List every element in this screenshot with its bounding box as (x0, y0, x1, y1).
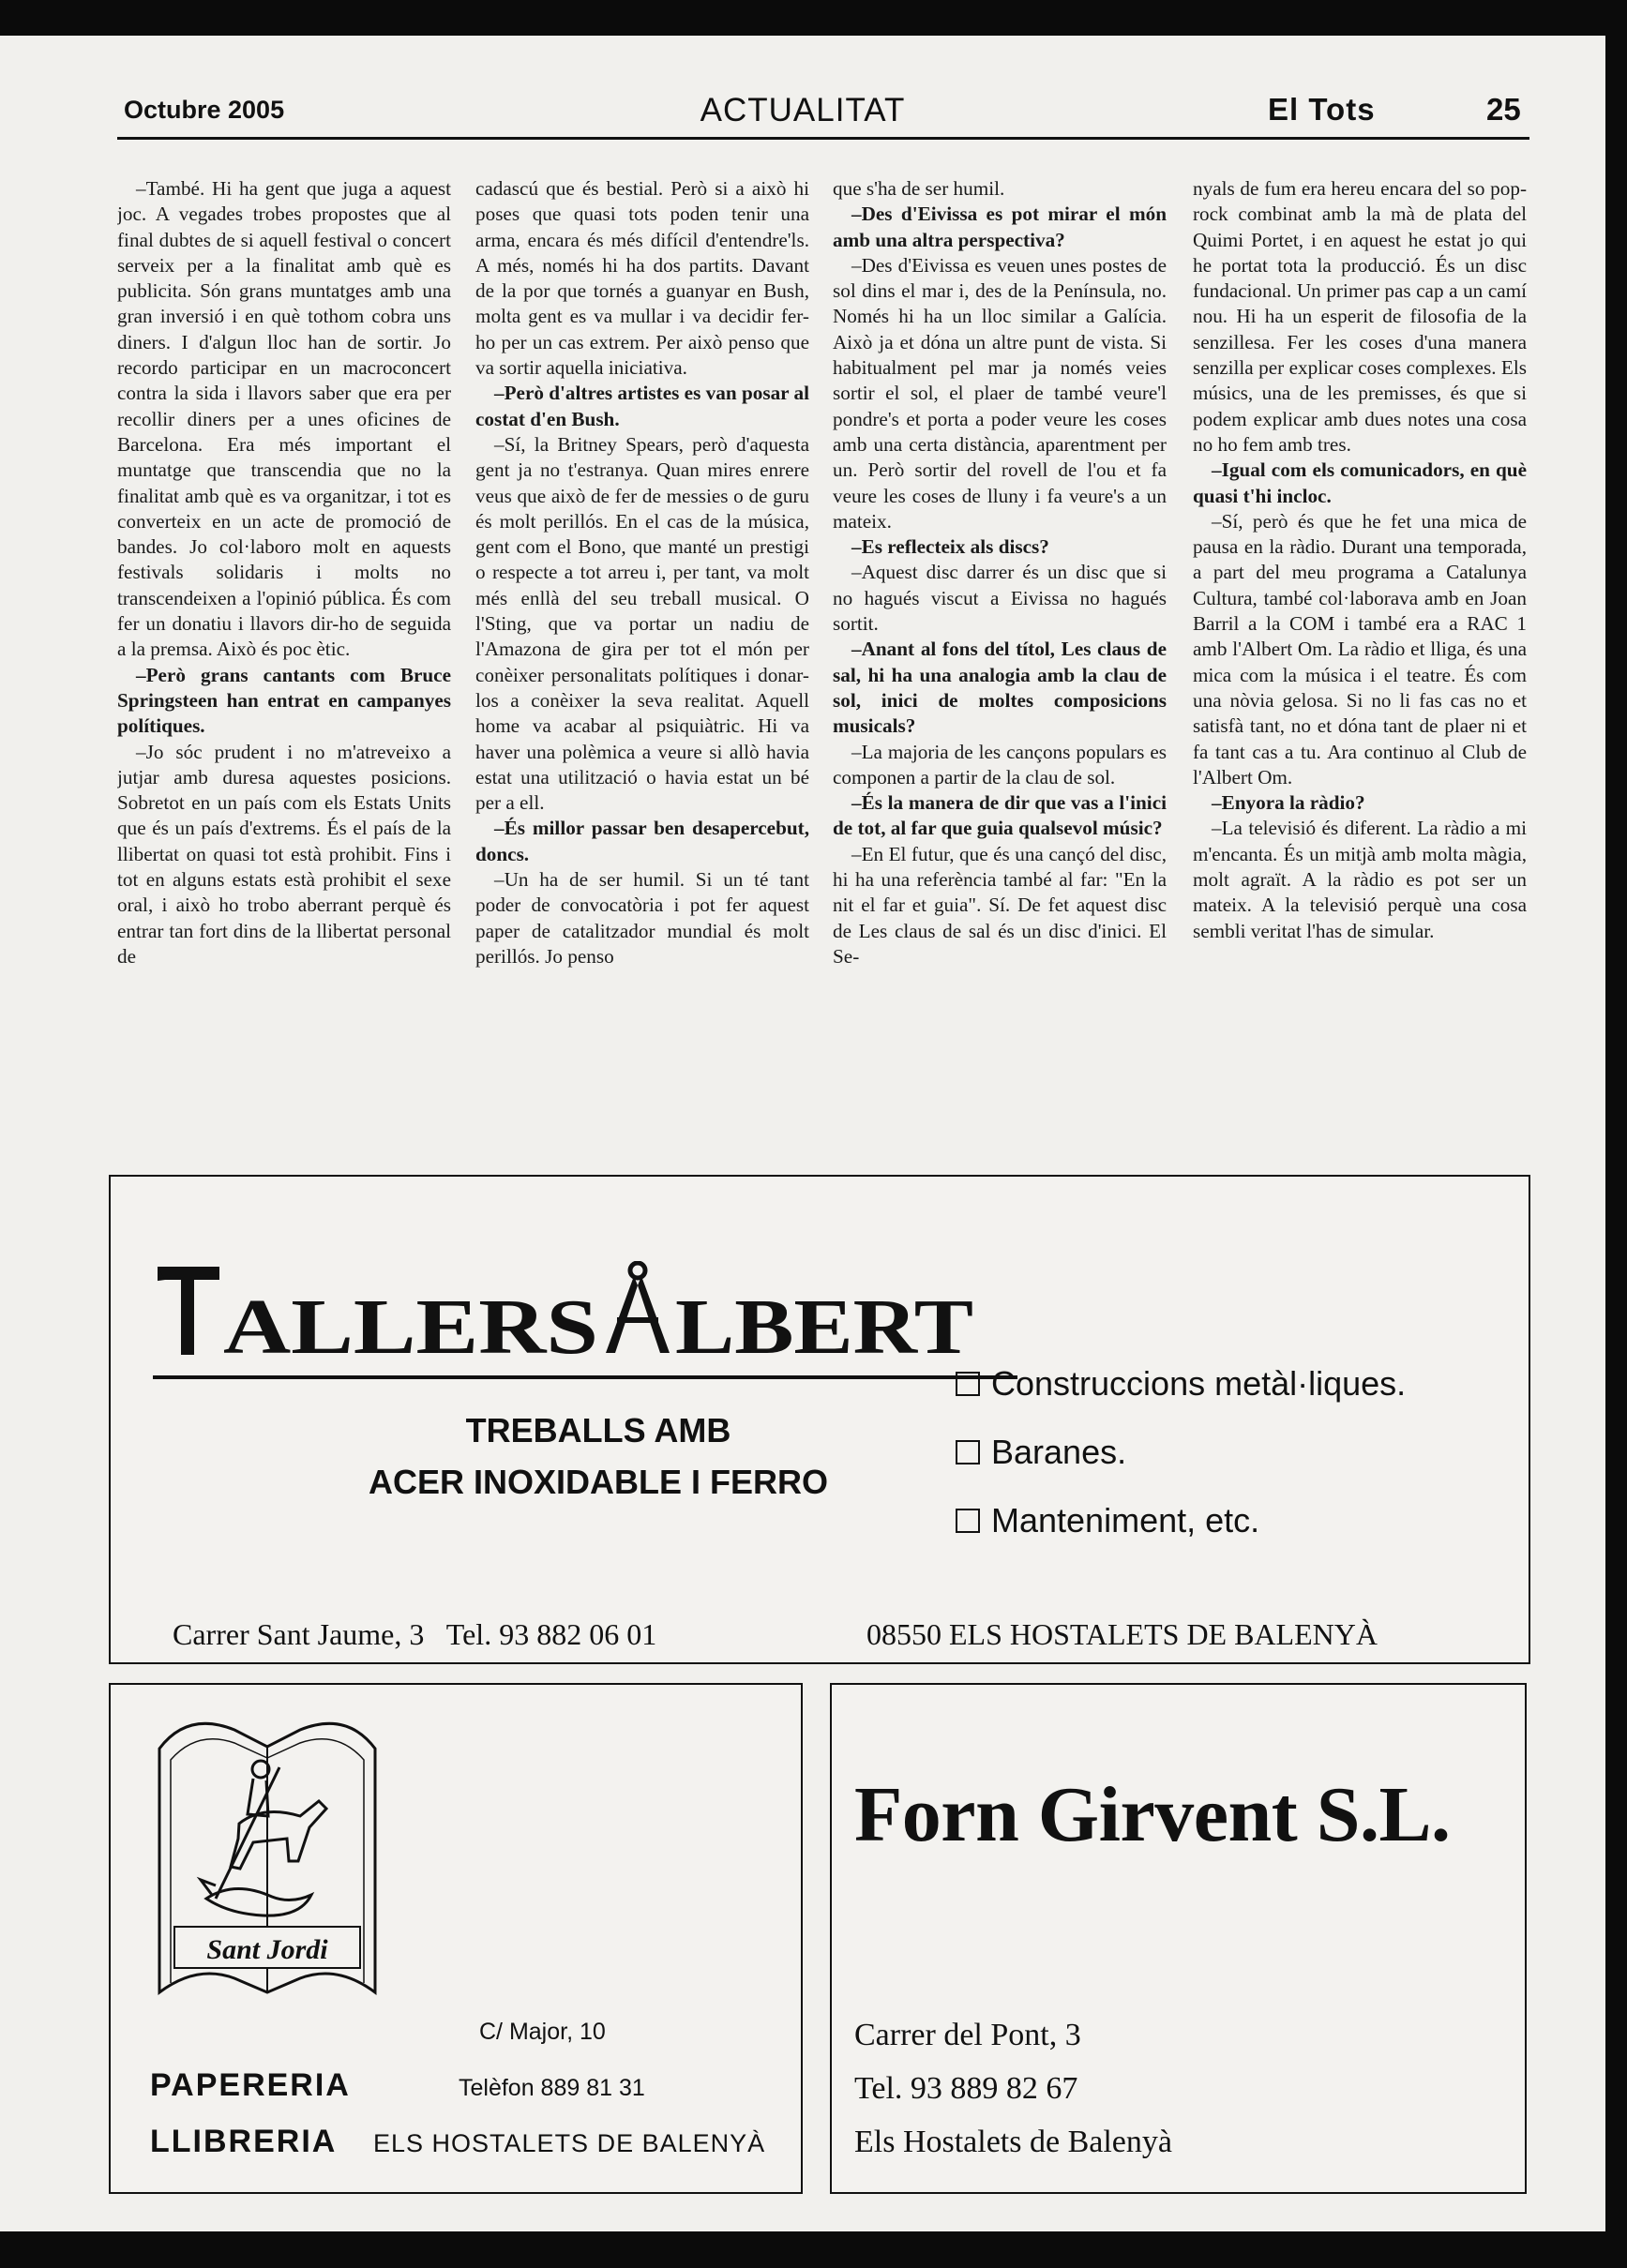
tallers-postal: 08550 ELS HOSTALETS DE BALENYÀ (866, 1617, 1378, 1651)
sant-jordi-phone: Telèfon 889 81 31 (459, 2075, 645, 2101)
interview-answer: nyals de fum era hereu encara del so pop-rock combinat amb la mà de plata del Quimi Portet, i en aquest he estat jo qui he portat tota la producció. És un disc fundacional. Un primer pas cap a un camí nou. Hi ha un esperit de filosofia de la senzillesa. Fer les coses d'una manera senzilla per explicar coses complexes. Els músics, una de les premisses, és que si podem explicar amb dues notes una cosa no ho fem amb tres. (1193, 177, 1527, 456)
tallers-line-2: ACER INOXIDABLE I FERRO (368, 1463, 829, 1501)
section-title: ACTUALITAT (700, 92, 906, 128)
forn-girvent-address: Carrer del Pont, 3 (854, 2018, 1081, 2052)
ad-sant-jordi (109, 1683, 803, 2194)
interview-question: –Anant al fons del títol, Les claus de sal, hi ha una analogia amb la clau de sol, inici de moltes composicions musicals? (833, 638, 1167, 738)
forn-girvent-name: Forn Girvent S.L. (854, 1771, 1451, 1858)
article-column-3 (833, 176, 1167, 1161)
svg-text:LBERT: LBERT (675, 1284, 973, 1355)
interview-answer: –Des d'Eivissa es veuen unes postes de sol dins el mar i, des de la Península, no. Només hi ha un lloc similar a Galícia. Això ja et dóna un altre punt de vista. Si habitualment pel mar ja només veies sortir el sol, el plaer de també veure'l pondre's et porta a poder veure les coses amb una certa distància, aparentment per un. Però sortir del rovell de l'ou et fa veure les coses de lluny i fa veure's a un mateix. (833, 253, 1167, 533)
logo-banner-text: Sant Jordi (206, 1934, 328, 1965)
header-rule (117, 137, 1529, 140)
ad-forn-girvent (830, 1683, 1527, 2194)
sant-jordi-address: C/ Major, 10 (479, 2019, 606, 2045)
interview-answer: –Un ha de ser humil. Si un té tant poder de convocatòria i pot fer aquest paper de catalitzador mundial és molt perillós. Jo penso (475, 868, 809, 968)
interview-answer: –La majoria de les cançons populars es componen a partir de la clau de sol. (833, 740, 1167, 789)
interview-answer: cadascú que és bestial. Però si a això hi poses que quasi tots poden tenir una arma, encara és més difícil d'entendre'ls. A més, només hi ha dos partits. Davant de la por que tornés a guanyar en Bush, molta gent es va mullar i va decidir fer-ho per un cas extrem. Per això penso que va sortir aquella iniciativa. (475, 177, 809, 380)
checkbox-icon (956, 1440, 980, 1464)
interview-question: –És millor passar ben desapercebut, doncs. (475, 817, 809, 865)
sant-jordi-line-1: PAPERERIA (150, 2067, 351, 2103)
interview-answer: –Aquest disc darrer és un disc que si no hagués viscut a Eivissa no hagués sortit. (833, 561, 1167, 636)
hammer-icon (158, 1267, 219, 1355)
service-item: Baranes. (956, 1433, 1126, 1472)
interview-answer: –Sí, però és que he fet una mica de pausa en la ràdio. Durant una temporada, a part del meu programa a Catalunya Cultura, també col·laborava amb en Joan Barril a la COM i també era a RAC 1 amb l'Albert Om. La ràdio et lliga, és una mica com la música i el teatre. És com una nòvia gelosa. Si no li fas cas no et satisfà tant, no et dóna tant de plaer ni et fa tant cas a tu. Ara continuo al Club de l'Albert Om. (1193, 509, 1527, 789)
article-column-4 (1193, 176, 1527, 1161)
interview-question: –És la manera de dir que vas a l'inici de tot, al far que guia qualsevol músic? (833, 791, 1167, 840)
interview-answer: que s'ha de ser humil. (833, 177, 1005, 200)
interview-question: –Des d'Eivissa es pot mirar el món amb una altra perspectiva? (833, 203, 1167, 251)
interview-question: –Però grans cantants com Bruce Springsteen han entrat en campanyes polítiques. (117, 663, 451, 738)
service-item: Construccions metàl·liques. (956, 1364, 1406, 1404)
compass-icon (606, 1263, 670, 1353)
interview-answer: –Sí, la Britney Spears, però d'aquesta gent ja no t'estranya. Quan mires enrere veus que això de fer de messies o de guru és molt perillós. En el cas de la música, gent com el Bono, que manté un prestigi o respecte a tot arreu i, per tant, va molt més enllà del seu treball musical. O l'Sting, que va portar un nadiu de l'Amazona de gira per tot el món per conèixer personalitats polítiques i donar-los a conèixer la seva realitat. Aquell home va acabar al psiquiàtric. Hi va haver una polèmica a veure si allò havia estat una utilització o havia estat un bé per a ell. (475, 432, 809, 815)
checkbox-icon (956, 1372, 980, 1396)
logo-underline (153, 1375, 1017, 1379)
interview-answer: –La televisió és diferent. La ràdio a mi m'encanta. És un mitjà amb molta màgia, molt agraït. A la ràdio es pot ser un mateix. A la televisió perquè una cosa sembli veritat l'has de simular. (1193, 817, 1527, 942)
interview-question: –Enyora la ràdio? (1212, 791, 1365, 815)
page-number: 25 (1486, 92, 1521, 127)
interview-answer: –En El futur, que és una cançó del disc, hi ha una referència també al far: "En la nit el far et guia". Sí. De fet aquest disc de Les claus de sal és un disc d'inici. El Se- (833, 842, 1167, 968)
svg-text:ALLERS: ALLERS (223, 1284, 598, 1355)
forn-girvent-phone: Tel. 93 889 82 67 (854, 2071, 1078, 2106)
article-column-2 (475, 176, 809, 1161)
tallers-albert-logo (158, 1261, 973, 1355)
knight-dragon-icon (201, 1761, 326, 1915)
interview-question: –Però d'altres artistes es van posar al costat d'en Bush. (475, 382, 809, 430)
interview-answer: –També. Hi ha gent que juga a aquest joc. A vegades trobes propostes que al final dubtes de si aquell festival o concert serveix per a la finalitat amb què es publicita. Són grans muntatges amb una gran inversió i en què tothom cobra uns diners. I d'algun lloc han de sortir. Jo recordo participar en un macroconcert contra la sida i llavors saber que era per recollir diners per a unes oficines de Barcelona. Era més important el muntatge que transcendia que no la finalitat amb què es va organitzar, i tot es converteix en un acte de promoció de bandes. Jo col·laboro molt en aquests festivals solidaris i molts no transcendeixen a l'opinió pública. És com fer un donatiu i llavors dir-ho de seguida a la premsa. Això és poc ètic. (117, 177, 451, 661)
tallers-address: Carrer Sant Jaume, 3 Tel. 93 882 06 01 (173, 1617, 657, 1651)
sant-jordi-logo (150, 1711, 384, 2002)
service-item: Manteniment, etc. (956, 1501, 1259, 1540)
interview-answer: –Jo sóc prudent i no m'atreveixo a jutjar amb duresa aquestes posicions. Sobretot en un país com els Estats Units que és un país d'extrems. És el país de la llibertat on quasi tot està prohibit. Fins i tot en alguns estats està prohibit el sexe oral, i això ho trobo aberrant perquè és entrar tan fort dins de la llibertat personal de (117, 740, 451, 968)
newspaper-page (0, 36, 1605, 2231)
sant-jordi-line-2: LLIBRERIA (150, 2124, 338, 2159)
interview-question: –Es reflecteix als discs? (851, 535, 1049, 559)
checkbox-icon (956, 1509, 980, 1533)
ad-tallers-albert (109, 1175, 1530, 1664)
sant-jordi-town: ELS HOSTALETS DE BALENYÀ (373, 2129, 766, 2157)
publication-name: El Tots (1268, 92, 1376, 127)
issue-date: Octubre 2005 (124, 96, 285, 124)
interview-question: –Igual com els comunicadors, en què quasi t'hi incloc. (1193, 458, 1527, 507)
article-column-1 (117, 176, 451, 1161)
tallers-line-1: TREBALLS AMB (465, 1411, 731, 1449)
forn-girvent-town: Els Hostalets de Balenyà (854, 2125, 1172, 2159)
